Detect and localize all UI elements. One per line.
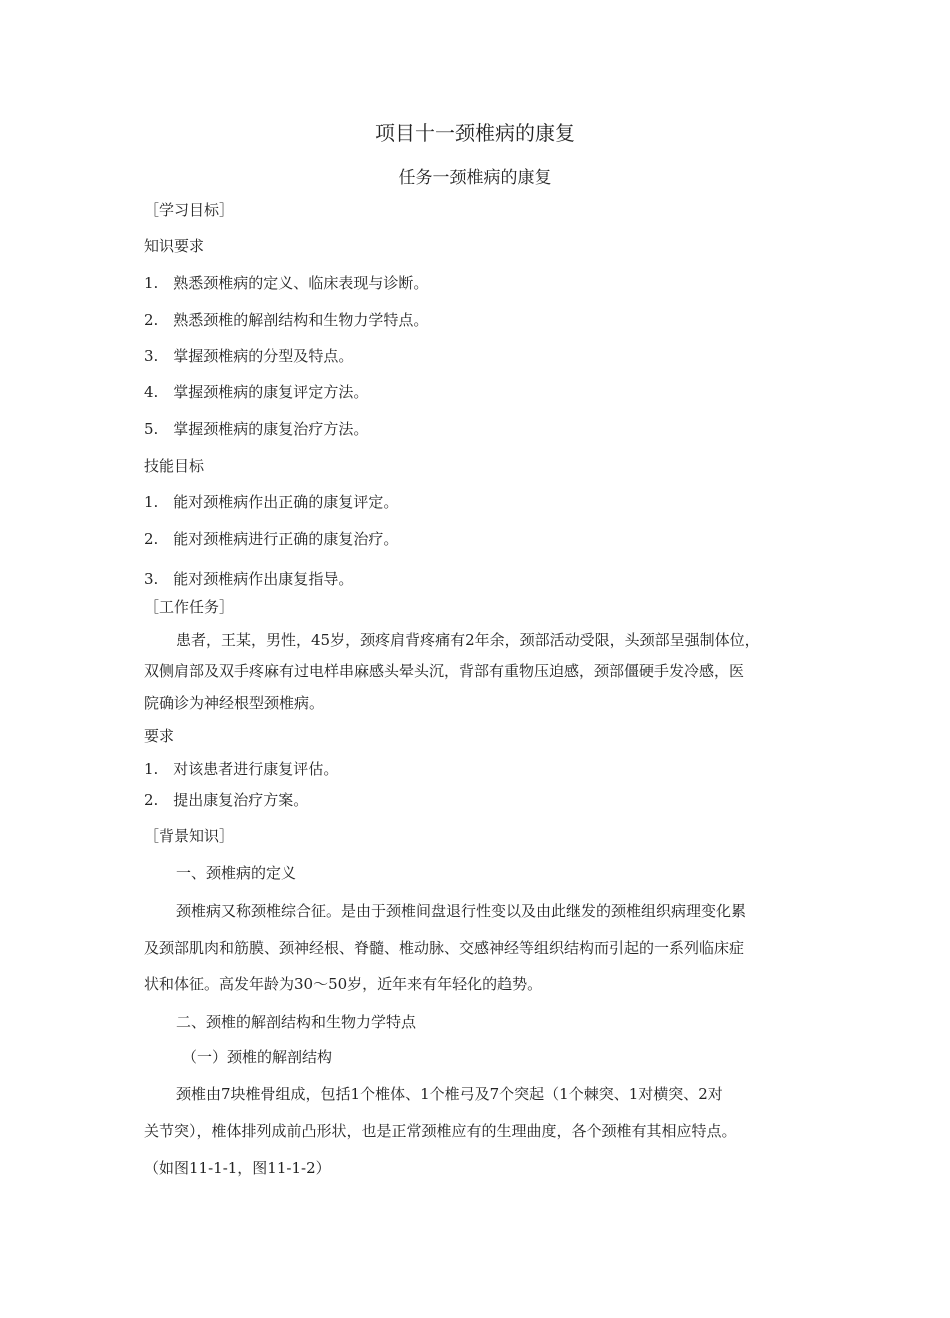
- paragraph-line: 关节突），椎体排列成前凸形状，也是正常颈椎应有的生理曲度，各个颈椎有其相应特点。: [144, 1122, 737, 1140]
- list-item: 5. 掌握颈椎病的康复治疗方法。: [144, 420, 369, 438]
- list-item: 1. 能对颈椎病作出正确的康复评定。: [144, 493, 399, 511]
- paragraph-line: 患者，王某，男性，45岁，颈疼肩背疼痛有2年余，颈部活动受限，头颈部呈强制体位，: [176, 631, 760, 649]
- list-item: 3. 掌握颈椎病的分型及特点。: [144, 347, 354, 365]
- list-item: 2. 熟悉颈椎的解剖结构和生物力学特点。: [144, 311, 429, 329]
- list-item: 1. 对该患者进行康复评估。: [144, 760, 339, 778]
- paragraph-line: 颈椎由7块椎骨组成，包括1个椎体、1个椎弓及7个突起（1个棘突、1对横突、2对: [176, 1085, 723, 1103]
- section-heading-background: ［背景知识］: [144, 827, 235, 845]
- paragraph-line: 颈椎病又称颈椎综合征。是由于颈椎间盘退行性变以及由此继发的颈椎组织病理变化累: [176, 902, 747, 920]
- list-item: 1. 熟悉颈椎病的定义、临床表现与诊断。: [144, 274, 429, 292]
- list-item: 3. 能对颈椎病作出康复指导。: [144, 570, 354, 588]
- paragraph-line: 双侧肩部及双手疼麻有过电样串麻感头晕头沉，背部有重物压迫感，颈部僵硬手发冷感，医: [144, 662, 745, 680]
- subsection-heading: 一、颈椎病的定义: [176, 864, 297, 882]
- subsection-heading: 二、颈椎的解剖结构和生物力学特点: [176, 1013, 417, 1031]
- paragraph-line: 及颈部肌肉和筋膜、颈神经根、脊髓、椎动脉、交感神经等组织结构而引起的一系列临床症: [144, 939, 745, 957]
- subsection-subheading: （一）颈椎的解剖结构: [182, 1048, 333, 1066]
- subheading-requirements: 要求: [144, 727, 175, 745]
- list-item: 2. 提出康复治疗方案。: [144, 791, 309, 809]
- subheading-knowledge: 知识要求: [144, 237, 205, 255]
- list-item: 2. 能对颈椎病进行正确的康复治疗。: [144, 530, 399, 548]
- paragraph-line: 院确诊为神经根型颈椎病。: [144, 694, 325, 712]
- paragraph-line: （如图11-1-1，图11-1-2）: [144, 1159, 331, 1177]
- paragraph-line: 状和体征。高发年龄为30～50岁，近年来有年轻化的趋势。: [144, 975, 543, 993]
- section-heading-task: ［工作任务］: [144, 598, 235, 616]
- section-heading-objectives: ［学习目标］: [144, 201, 235, 219]
- page-subtitle: 任务一颈椎病的康复: [398, 168, 552, 188]
- subheading-skill: 技能目标: [144, 457, 205, 475]
- list-item: 4. 掌握颈椎病的康复评定方法。: [144, 383, 369, 401]
- page-title: 项目十一颈椎病的康复: [375, 121, 575, 145]
